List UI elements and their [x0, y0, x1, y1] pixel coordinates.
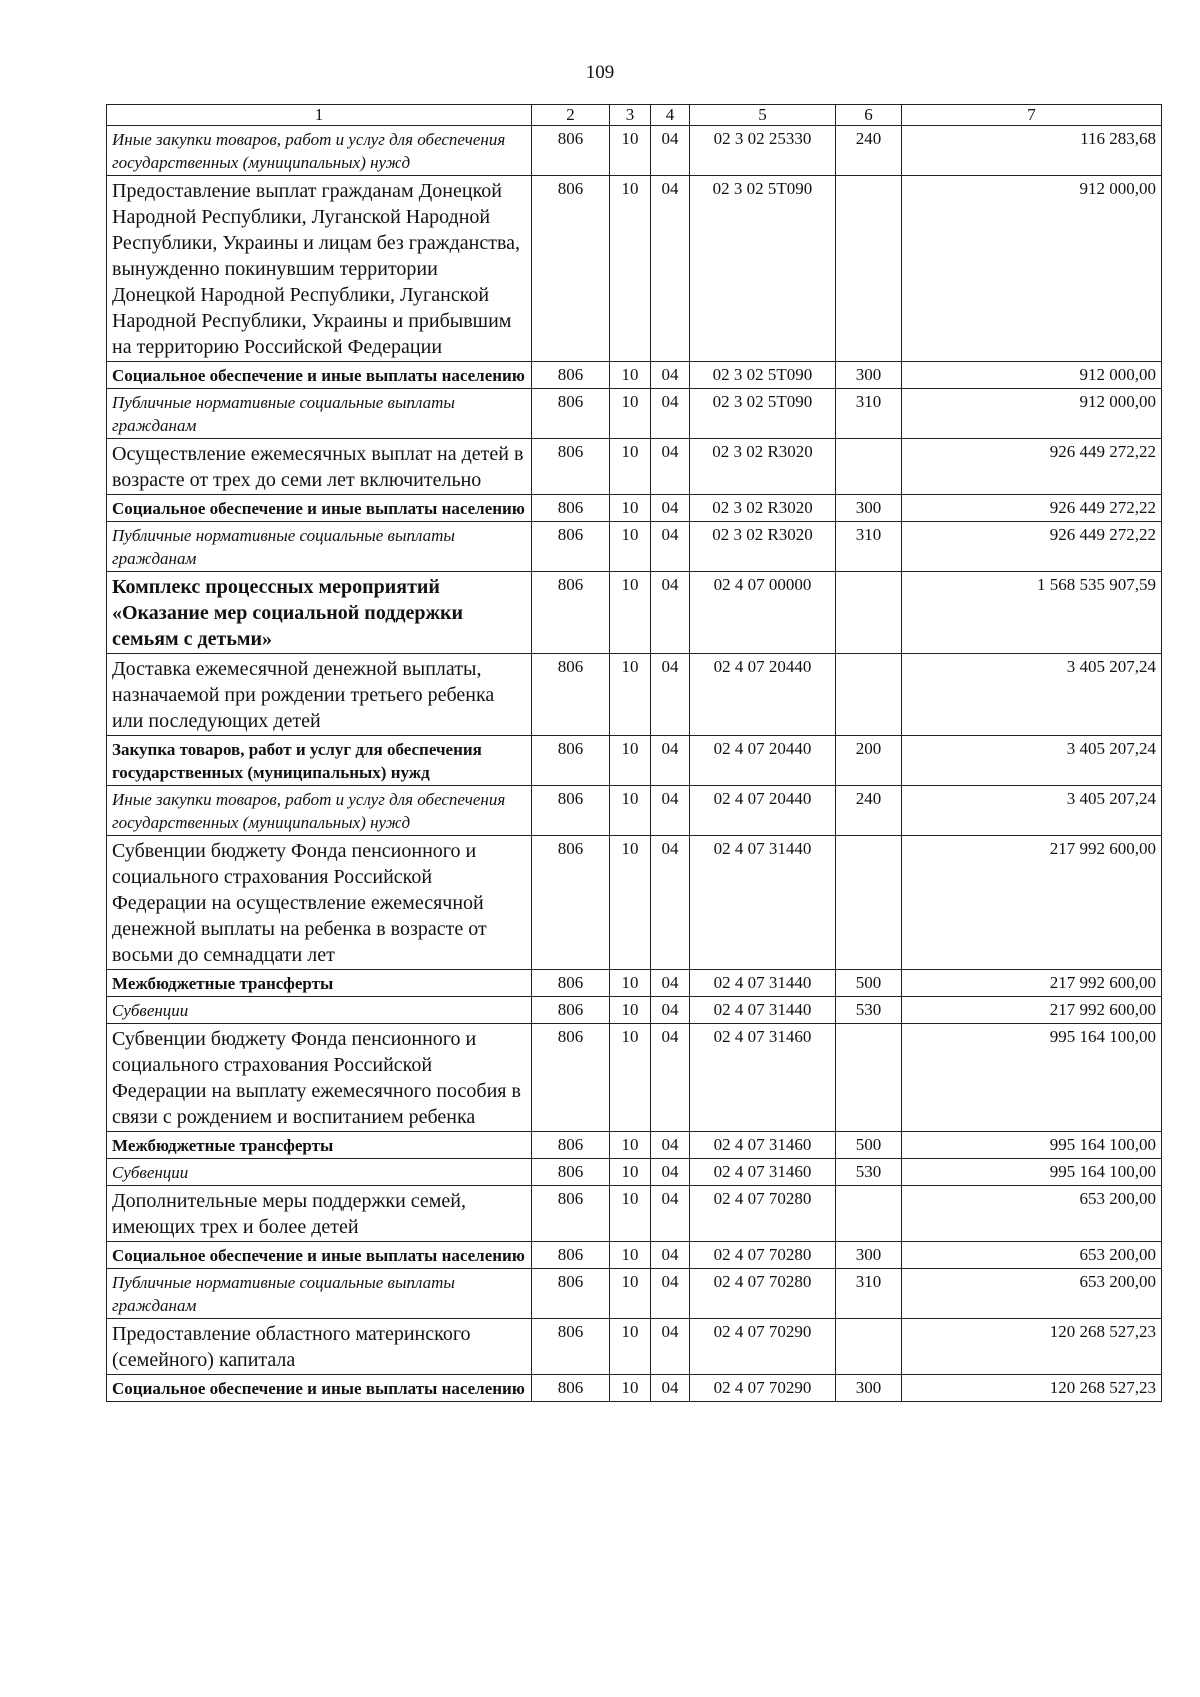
section-code-cell: 10: [610, 786, 651, 836]
item-name-cell: Социальное обеспечение и иные выплаты населению: [107, 1242, 532, 1269]
target-article-code-cell: 02 4 07 31440: [690, 970, 836, 997]
amount-cell: 995 164 100,00: [902, 1024, 1162, 1132]
subsection-code-cell: 04: [651, 176, 690, 362]
amount-cell: 120 268 527,23: [902, 1319, 1162, 1375]
section-code-cell: 10: [610, 439, 651, 495]
section-code-cell: 10: [610, 495, 651, 522]
item-name-cell: Социальное обеспечение и иные выплаты населению: [107, 362, 532, 389]
section-code-cell: 10: [610, 836, 651, 970]
subsection-code-cell: 04: [651, 362, 690, 389]
table-row: [107, 970, 1162, 997]
section-code-cell: 10: [610, 654, 651, 736]
section-code-cell: 10: [610, 389, 651, 439]
expense-type-code-cell: [836, 1319, 902, 1375]
subsection-code-cell: 04: [651, 1159, 690, 1186]
table-row: [107, 572, 1162, 654]
item-name-cell: Закупка товаров, работ и услуг для обеспечения государственных (муниципальных) нужд: [107, 736, 532, 786]
item-name-cell: Субвенции бюджету Фонда пенсионного и социального страхования Российской Федерации на выплату ежемесячного пособия в связи с рождением и воспитанием ребенка: [107, 1024, 532, 1132]
target-article-code-cell: 02 4 07 70290: [690, 1375, 836, 1402]
ministry-code-cell: 806: [532, 736, 610, 786]
amount-cell: 653 200,00: [902, 1269, 1162, 1319]
amount-cell: 912 000,00: [902, 389, 1162, 439]
header-cell: 5: [690, 105, 836, 126]
expense-type-code-cell: 310: [836, 522, 902, 572]
ministry-code-cell: 806: [532, 1024, 610, 1132]
table-row: [107, 389, 1162, 439]
expense-type-code-cell: [836, 572, 902, 654]
subsection-code-cell: 04: [651, 439, 690, 495]
target-article-code-cell: 02 3 02 5Т090: [690, 362, 836, 389]
expense-type-code-cell: 300: [836, 1375, 902, 1402]
item-name-cell: Публичные нормативные социальные выплаты гражданам: [107, 522, 532, 572]
amount-cell: 3 405 207,24: [902, 786, 1162, 836]
subsection-code-cell: 04: [651, 736, 690, 786]
amount-cell: 912 000,00: [902, 176, 1162, 362]
target-article-code-cell: 02 4 07 70280: [690, 1186, 836, 1242]
amount-cell: 926 449 272,22: [902, 495, 1162, 522]
target-article-code-cell: 02 4 07 20440: [690, 654, 836, 736]
ministry-code-cell: 806: [532, 126, 610, 176]
item-name-cell: Осуществление ежемесячных выплат на детей в возрасте от трех до семи лет включительно: [107, 439, 532, 495]
table-row: [107, 439, 1162, 495]
subsection-code-cell: 04: [651, 1242, 690, 1269]
amount-cell: 926 449 272,22: [902, 439, 1162, 495]
amount-cell: 995 164 100,00: [902, 1132, 1162, 1159]
table-row: [107, 736, 1162, 786]
target-article-code-cell: 02 4 07 31460: [690, 1159, 836, 1186]
section-code-cell: 10: [610, 736, 651, 786]
table-row: [107, 1242, 1162, 1269]
subsection-code-cell: 04: [651, 1186, 690, 1242]
amount-cell: 926 449 272,22: [902, 522, 1162, 572]
ministry-code-cell: 806: [532, 1269, 610, 1319]
budget-table: [106, 104, 1162, 1402]
amount-cell: 3 405 207,24: [902, 654, 1162, 736]
table-row: [107, 522, 1162, 572]
ministry-code-cell: 806: [532, 1132, 610, 1159]
section-code-cell: 10: [610, 1242, 651, 1269]
section-code-cell: 10: [610, 1159, 651, 1186]
target-article-code-cell: 02 3 02 R3020: [690, 522, 836, 572]
header-cell: 1: [107, 105, 532, 126]
expense-type-code-cell: 200: [836, 736, 902, 786]
target-article-code-cell: 02 3 02 5Т090: [690, 176, 836, 362]
table-row: [107, 654, 1162, 736]
section-code-cell: 10: [610, 1269, 651, 1319]
item-name-cell: Межбюджетные трансферты: [107, 970, 532, 997]
item-name-cell: Дополнительные меры поддержки семей, имеющих трех и более детей: [107, 1186, 532, 1242]
ministry-code-cell: 806: [532, 389, 610, 439]
ministry-code-cell: 806: [532, 786, 610, 836]
table-row: [107, 836, 1162, 970]
section-code-cell: 10: [610, 572, 651, 654]
ministry-code-cell: 806: [532, 1159, 610, 1186]
subsection-code-cell: 04: [651, 836, 690, 970]
section-code-cell: 10: [610, 1132, 651, 1159]
amount-cell: 653 200,00: [902, 1242, 1162, 1269]
item-name-cell: Субвенции: [107, 997, 532, 1024]
ministry-code-cell: 806: [532, 654, 610, 736]
amount-cell: 120 268 527,23: [902, 1375, 1162, 1402]
header-cell: 4: [651, 105, 690, 126]
subsection-code-cell: 04: [651, 572, 690, 654]
subsection-code-cell: 04: [651, 970, 690, 997]
target-article-code-cell: 02 4 07 70290: [690, 1319, 836, 1375]
expense-type-code-cell: 530: [836, 1159, 902, 1186]
table-row: [107, 1186, 1162, 1242]
expense-type-code-cell: 310: [836, 1269, 902, 1319]
expense-type-code-cell: 300: [836, 495, 902, 522]
ministry-code-cell: 806: [532, 997, 610, 1024]
expense-type-code-cell: [836, 836, 902, 970]
item-name-cell: Предоставление областного материнского (семейного) капитала: [107, 1319, 532, 1375]
item-name-cell: Субвенции бюджету Фонда пенсионного и социального страхования Российской Федерации на осуществление ежемесячной денежной выплаты на ребенка в возрасте от восьми до семнадцати лет: [107, 836, 532, 970]
ministry-code-cell: 806: [532, 1186, 610, 1242]
item-name-cell: Публичные нормативные социальные выплаты гражданам: [107, 389, 532, 439]
target-article-code-cell: 02 4 07 70280: [690, 1242, 836, 1269]
item-name-cell: Предоставление выплат гражданам Донецкой Народной Республики, Луганской Народной Республики, Украины и лицам без гражданства, вынужденно покинувшим территории Донецкой Народной Республики, Луганской Народной Республики, Украины и прибывшим на территорию Российской Федерации: [107, 176, 532, 362]
subsection-code-cell: 04: [651, 786, 690, 836]
subsection-code-cell: 04: [651, 1375, 690, 1402]
target-article-code-cell: 02 3 02 5Т090: [690, 389, 836, 439]
table-row: [107, 1159, 1162, 1186]
target-article-code-cell: 02 3 02 25330: [690, 126, 836, 176]
amount-cell: 912 000,00: [902, 362, 1162, 389]
ministry-code-cell: 806: [532, 176, 610, 362]
table-row: [107, 1319, 1162, 1375]
amount-cell: 217 992 600,00: [902, 997, 1162, 1024]
ministry-code-cell: 806: [532, 522, 610, 572]
table-row: [107, 1375, 1162, 1402]
expense-type-code-cell: [836, 176, 902, 362]
expense-type-code-cell: 500: [836, 970, 902, 997]
expense-type-code-cell: 300: [836, 362, 902, 389]
item-name-cell: Социальное обеспечение и иные выплаты населению: [107, 495, 532, 522]
section-code-cell: 10: [610, 1375, 651, 1402]
header-row: [107, 105, 1162, 126]
amount-cell: 116 283,68: [902, 126, 1162, 176]
target-article-code-cell: 02 4 07 31440: [690, 997, 836, 1024]
table-header: [107, 105, 1162, 126]
subsection-code-cell: 04: [651, 495, 690, 522]
header-cell: 6: [836, 105, 902, 126]
expense-type-code-cell: [836, 1024, 902, 1132]
ministry-code-cell: 806: [532, 362, 610, 389]
subsection-code-cell: 04: [651, 1269, 690, 1319]
ministry-code-cell: 806: [532, 836, 610, 970]
ministry-code-cell: 806: [532, 970, 610, 997]
table-row: [107, 786, 1162, 836]
table-row: [107, 1269, 1162, 1319]
amount-cell: 653 200,00: [902, 1186, 1162, 1242]
ministry-code-cell: 806: [532, 495, 610, 522]
amount-cell: 995 164 100,00: [902, 1159, 1162, 1186]
ministry-code-cell: 806: [532, 1375, 610, 1402]
item-name-cell: Комплекс процессных мероприятий «Оказание мер социальной поддержки семьям с детьми»: [107, 572, 532, 654]
item-name-cell: Межбюджетные трансферты: [107, 1132, 532, 1159]
amount-cell: 3 405 207,24: [902, 736, 1162, 786]
ministry-code-cell: 806: [532, 1319, 610, 1375]
target-article-code-cell: 02 3 02 R3020: [690, 439, 836, 495]
expense-type-code-cell: 300: [836, 1242, 902, 1269]
header-cell: 3: [610, 105, 651, 126]
amount-cell: 217 992 600,00: [902, 970, 1162, 997]
target-article-code-cell: 02 4 07 31440: [690, 836, 836, 970]
subsection-code-cell: 04: [651, 1024, 690, 1132]
table-row: [107, 176, 1162, 362]
item-name-cell: Иные закупки товаров, работ и услуг для обеспечения государственных (муниципальных) нужд: [107, 126, 532, 176]
target-article-code-cell: 02 4 07 20440: [690, 786, 836, 836]
section-code-cell: 10: [610, 126, 651, 176]
expense-type-code-cell: [836, 654, 902, 736]
table-row: [107, 362, 1162, 389]
page-number: 109: [585, 62, 615, 83]
section-code-cell: 10: [610, 997, 651, 1024]
subsection-code-cell: 04: [651, 389, 690, 439]
target-article-code-cell: 02 4 07 20440: [690, 736, 836, 786]
table-row: [107, 126, 1162, 176]
subsection-code-cell: 04: [651, 126, 690, 176]
item-name-cell: Иные закупки товаров, работ и услуг для обеспечения государственных (муниципальных) нужд: [107, 786, 532, 836]
subsection-code-cell: 04: [651, 654, 690, 736]
target-article-code-cell: 02 4 07 70280: [690, 1269, 836, 1319]
table-row: [107, 1024, 1162, 1132]
table-row: [107, 495, 1162, 522]
header-cell: 2: [532, 105, 610, 126]
item-name-cell: Социальное обеспечение и иные выплаты населению: [107, 1375, 532, 1402]
expense-type-code-cell: 240: [836, 126, 902, 176]
subsection-code-cell: 04: [651, 997, 690, 1024]
section-code-cell: 10: [610, 522, 651, 572]
ministry-code-cell: 806: [532, 439, 610, 495]
expense-type-code-cell: 240: [836, 786, 902, 836]
section-code-cell: 10: [610, 362, 651, 389]
expense-type-code-cell: 530: [836, 997, 902, 1024]
table-row: [107, 1132, 1162, 1159]
table-body: [107, 126, 1162, 1402]
ministry-code-cell: 806: [532, 1242, 610, 1269]
section-code-cell: 10: [610, 176, 651, 362]
ministry-code-cell: 806: [532, 572, 610, 654]
section-code-cell: 10: [610, 1319, 651, 1375]
section-code-cell: 10: [610, 1024, 651, 1132]
section-code-cell: 10: [610, 970, 651, 997]
subsection-code-cell: 04: [651, 1319, 690, 1375]
subsection-code-cell: 04: [651, 522, 690, 572]
expense-type-code-cell: 310: [836, 389, 902, 439]
table-row: [107, 997, 1162, 1024]
target-article-code-cell: 02 3 02 R3020: [690, 495, 836, 522]
header-cell: 7: [902, 105, 1162, 126]
section-code-cell: 10: [610, 1186, 651, 1242]
item-name-cell: Субвенции: [107, 1159, 532, 1186]
expense-type-code-cell: [836, 1186, 902, 1242]
expense-type-code-cell: 500: [836, 1132, 902, 1159]
item-name-cell: Публичные нормативные социальные выплаты гражданам: [107, 1269, 532, 1319]
subsection-code-cell: 04: [651, 1132, 690, 1159]
target-article-code-cell: 02 4 07 00000: [690, 572, 836, 654]
amount-cell: 217 992 600,00: [902, 836, 1162, 970]
target-article-code-cell: 02 4 07 31460: [690, 1132, 836, 1159]
expense-type-code-cell: [836, 439, 902, 495]
amount-cell: 1 568 535 907,59: [902, 572, 1162, 654]
item-name-cell: Доставка ежемесячной денежной выплаты, назначаемой при рождении третьего ребенка или последующих детей: [107, 654, 532, 736]
target-article-code-cell: 02 4 07 31460: [690, 1024, 836, 1132]
